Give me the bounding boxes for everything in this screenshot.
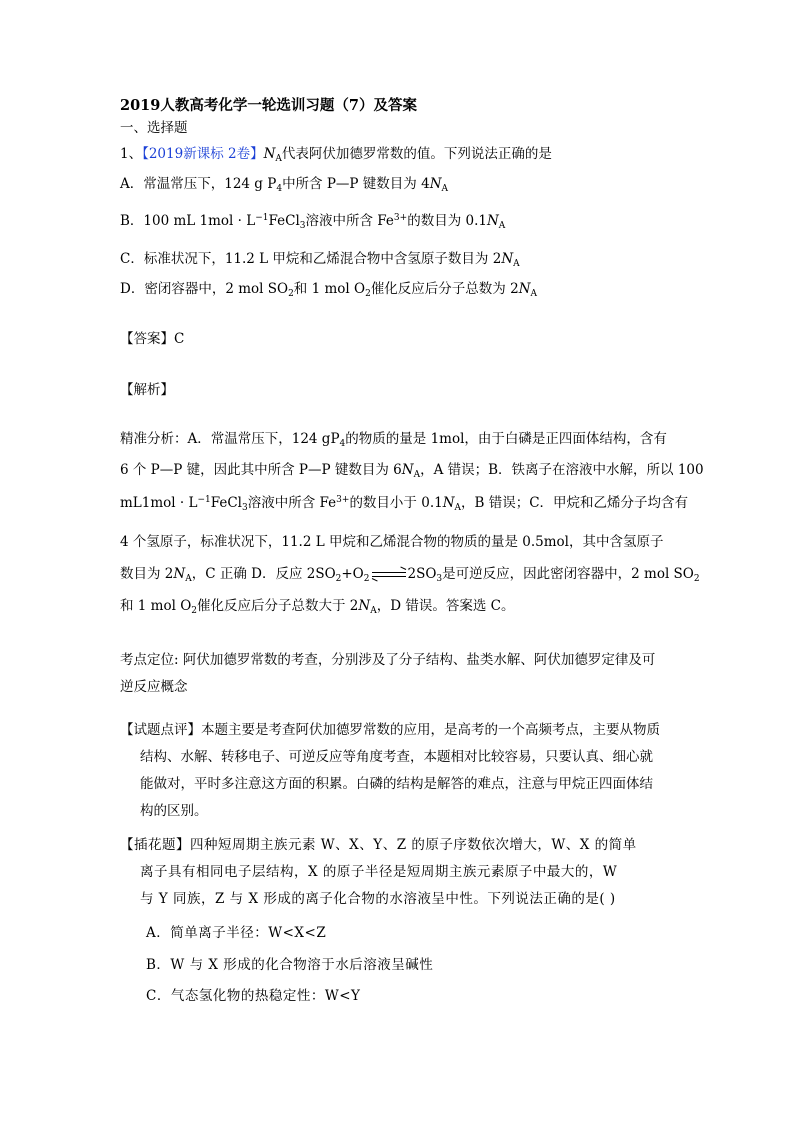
chahua-line-2: 离子具有相同电子层结构，X 的原子半径是短周期主族元素原子中最大的，W	[140, 864, 618, 880]
option-d-text: 催化反应后分子总数为 2	[370, 281, 519, 297]
option-c	[120, 250, 520, 268]
subscript: A	[530, 289, 538, 299]
analysis-text: 数目为 2	[120, 566, 174, 582]
option-b-text: B．100 mL 1mol · L	[120, 213, 256, 229]
subscript: A	[413, 470, 421, 480]
kaodian-line-1: 考点定位: 阿伏加德罗常数的考查，分别涉及了分子结构、盐类水解、阿伏加德罗定律及可	[120, 652, 656, 668]
superscript: −1	[255, 213, 269, 223]
subscript: 2	[288, 289, 294, 299]
analysis-text: ，D 错误。答案选 C。	[376, 598, 515, 614]
subscript: A	[185, 574, 192, 584]
analysis-text: ，C 正确 D．反应 2SO	[191, 566, 336, 582]
subscript: 4	[276, 184, 283, 194]
answer-line	[120, 330, 184, 348]
na-symbol: N	[358, 598, 371, 614]
option-d-text: 和 1 mol O	[293, 281, 366, 297]
answer-value: C	[174, 331, 185, 347]
analysis-line-2	[120, 461, 704, 479]
chahua-option-c: C．气态氢化物的热稳定性：W<Y	[146, 988, 361, 1004]
analysis-text: 是可逆反应，因此密闭容器中，2 mol SO	[442, 566, 694, 582]
subscript: 2	[365, 289, 371, 299]
option-b-text: FeCl	[268, 213, 300, 229]
na-symbol: N	[442, 495, 455, 511]
document-title: 2019人教高考化学一轮选训习题（7）及答案	[120, 97, 417, 114]
analysis-text: 的物质的量是 1mol，由于白磷是正四面体结构，含有	[345, 431, 667, 447]
option-d	[120, 280, 537, 298]
analysis-text: 精准分析：A．常温常压下，124 gP	[120, 431, 340, 447]
na-symbol: N	[518, 281, 531, 297]
analysis-text: 和 1 mol O	[120, 598, 192, 614]
subscript: 4	[339, 439, 346, 449]
superscript: 3+	[336, 495, 350, 505]
superscript: −1	[197, 495, 211, 505]
subscript: 2	[363, 574, 370, 584]
analysis-text: 催化反应后分子总数大于 2	[197, 598, 359, 614]
section-heading: 一、选择题	[120, 120, 188, 136]
na-subscript: A	[275, 154, 282, 164]
analysis-text: 的数目小于 0.1	[349, 495, 443, 511]
subscript: A	[370, 606, 377, 616]
na-symbol: N	[263, 146, 276, 162]
analysis-text: 2SO	[407, 566, 437, 582]
dianping-line-4: 构的区别。	[140, 803, 208, 819]
subscript: 3	[242, 503, 248, 513]
option-b-text: 的数目为 0.1	[407, 213, 487, 229]
analysis-line-6	[120, 597, 514, 615]
subscript: A	[498, 221, 506, 231]
analysis-label: 【解析】	[120, 382, 174, 398]
chahua-line-1	[120, 836, 637, 854]
chahua-option-a: A．简单离子半径：W<X<Z	[146, 925, 327, 941]
dianping-label: 【试题点评】	[120, 722, 201, 738]
subscript: A	[513, 259, 520, 269]
answer-label: 【答案】	[120, 331, 174, 347]
analysis-text: mL1mol · L	[120, 495, 198, 511]
dianping-text: 本题主要是考查阿伏加德罗常数的应用，是高考的一个高频考点，主要从物质	[201, 722, 660, 738]
option-d-text: D．密闭容器中，2 mol SO	[120, 281, 289, 297]
subscript: 3	[299, 221, 306, 231]
analysis-text: +O	[341, 566, 364, 582]
kaodian-line-2: 逆反应概念	[120, 679, 188, 695]
option-b	[120, 212, 505, 230]
na-symbol: N	[486, 213, 499, 229]
option-c-text: C．标准状况下，11.2 L 甲烷和乙烯混合物中含氢原子数目为 2	[120, 251, 502, 267]
question-1-stem	[120, 145, 552, 163]
analysis-text: FeCl	[210, 495, 242, 511]
na-symbol: N	[501, 251, 514, 267]
analysis-line-1	[120, 430, 667, 448]
option-a-text: 中所含 P—P 键数目为 4	[282, 176, 430, 192]
chahua-option-b: B．W 与 X 形成的化合物溶于水后溶液呈碱性	[146, 957, 434, 973]
analysis-line-4: 4 个氢原子，标准状况下，11.2 L 甲烷和乙烯混合物的物质的量是 0.5mol，其中含氢原子	[120, 534, 664, 550]
dianping-line-2: 结构、水解、转移电子、可逆反应等角度考查，本题相对比较容易，只要认真、细心就	[140, 749, 653, 765]
subscript: 2	[335, 574, 342, 584]
analysis-text: 溶液中所含 Fe	[247, 495, 337, 511]
analysis-line-5	[120, 565, 700, 583]
question-number: 1、	[120, 146, 143, 162]
analysis-text: ，B 错误；C．甲烷和乙烯分子均含有	[461, 495, 689, 511]
dianping-line-3: 能做对，平时多注意这方面的积累。白磷的结构是解答的难点，注意与甲烷正四面体结	[140, 776, 653, 792]
na-symbol: N	[429, 176, 442, 192]
option-a	[120, 175, 448, 193]
subscript: 3	[436, 574, 443, 584]
chahua-line-3: 与 Y 同族，Z 与 X 形成的离子化合物的水溶液呈中性。下列说法正确的是( )	[140, 891, 616, 907]
option-b-text: 溶液中所含 Fe	[305, 213, 394, 229]
question-source-tag: 【2019新课标 2卷】	[142, 146, 264, 162]
superscript: 3+	[393, 213, 408, 223]
subscript: 2	[191, 606, 198, 616]
reversible-arrow-icon	[372, 570, 406, 580]
subscript: A	[454, 503, 462, 513]
analysis-line-3	[120, 494, 688, 512]
na-symbol: N	[173, 566, 186, 582]
na-symbol: N	[401, 462, 414, 478]
analysis-text: ，A 错误；B．铁离子在溶液中水解，所以 100	[420, 462, 704, 478]
analysis-text: 6 个 P—P 键，因此其中所含 P—P 键数目为 6	[120, 462, 402, 478]
dianping-line-1	[120, 721, 660, 739]
chahua-label: 【插花题】	[120, 837, 190, 853]
chahua-text: 四种短周期主族元素 W、X、Y、Z 的原子序数依次增大，W、X 的简单	[190, 837, 637, 853]
option-a-text: A．常温常压下，124 g P	[120, 176, 277, 192]
subscript: 2	[693, 574, 700, 584]
question-stem-text: 代表阿伏加德罗常数的值。下列说法正确的是	[281, 146, 552, 162]
subscript: A	[441, 184, 449, 194]
